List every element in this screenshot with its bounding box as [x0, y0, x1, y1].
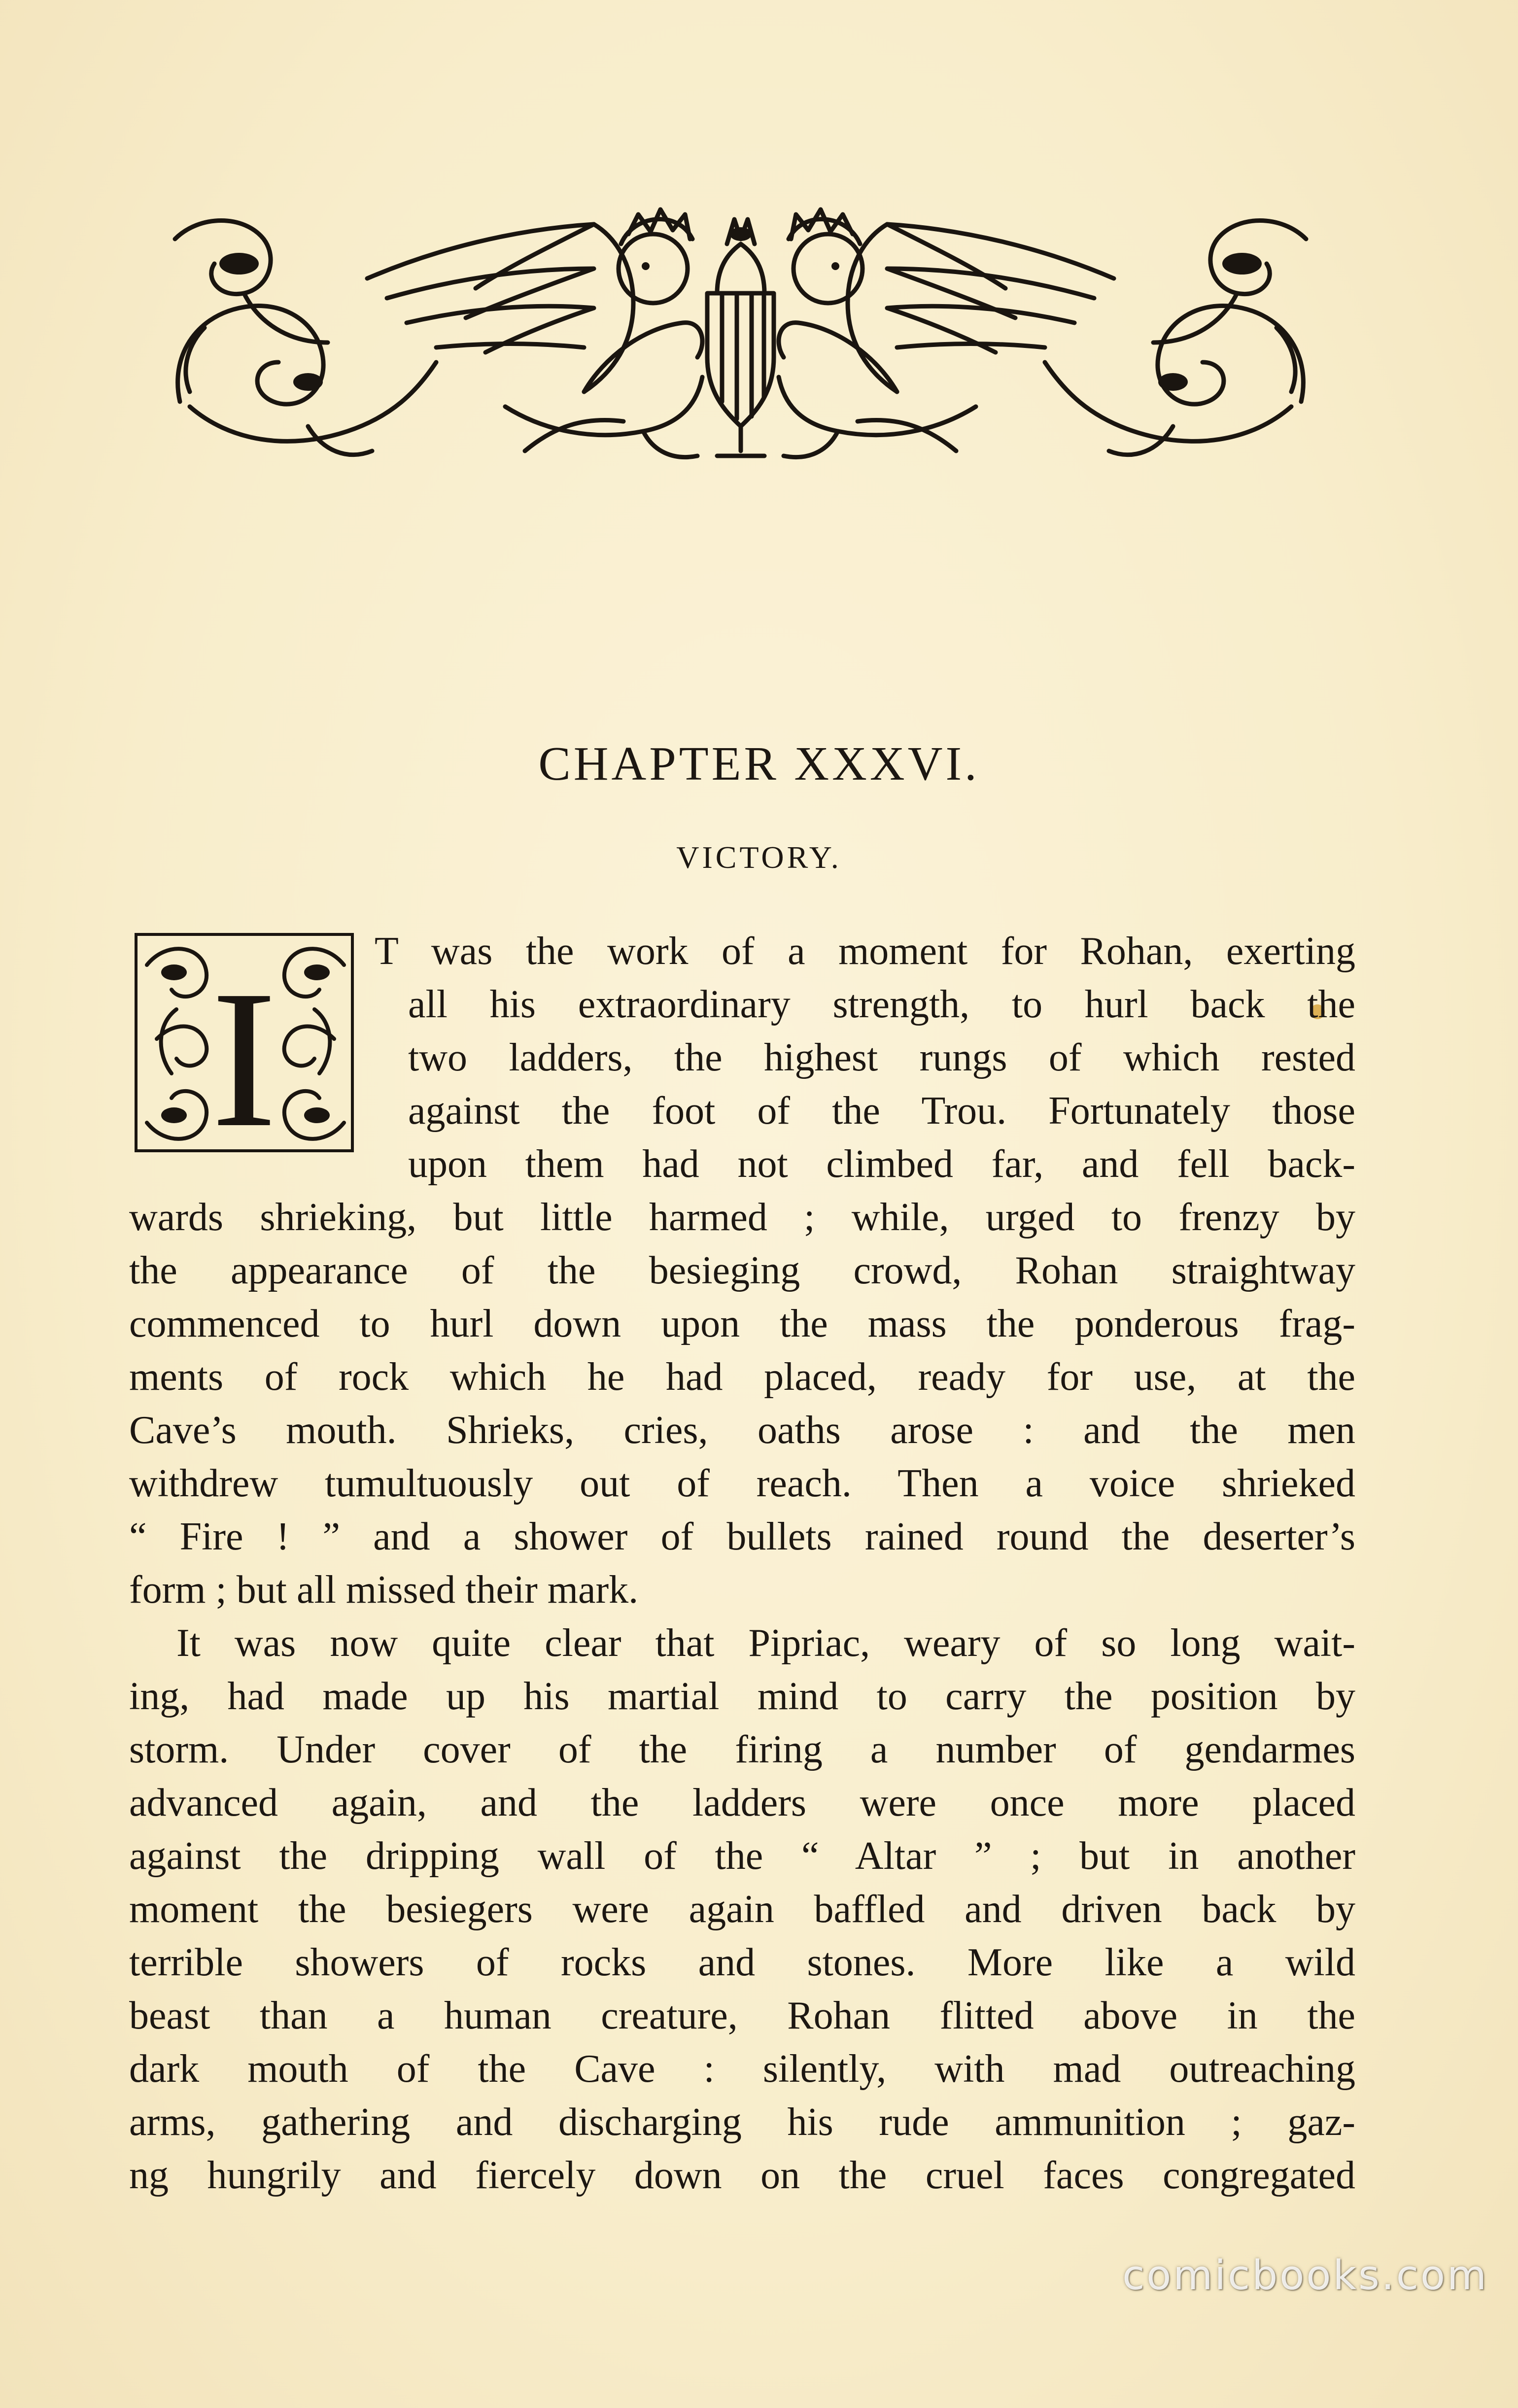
- text-line: commenced to hurl down upon the mass the ponderous frag-: [129, 1302, 1355, 1345]
- text-line: T was the work of a moment for Rohan, exerting: [375, 929, 1355, 973]
- text-line: beast than a human creature, Rohan flitted above in the: [129, 1994, 1355, 2037]
- text-line: Cave’s mouth. Shrieks, cries, oaths arose : and the men: [129, 1409, 1355, 1452]
- text-line: dark mouth of the Cave : silently, with mad outreaching: [129, 2047, 1355, 2091]
- watermark: comicbooks.com: [1122, 2252, 1488, 2299]
- text-line: terrible showers of rocks and stones. More like a wild: [129, 1941, 1355, 1984]
- text-line: It was now quite clear that Pipriac, weary of so long wait-: [176, 1621, 1355, 1665]
- text-line: ing, had made up his martial mind to carry the position by: [129, 1675, 1355, 1718]
- text-line: against the dripping wall of the “ Altar ” ; but in another: [129, 1834, 1355, 1878]
- text-line: wards shrieking, but little harmed ; while, urged to frenzy by: [129, 1196, 1355, 1239]
- text-line: arms, gathering and discharging his rude ammunition ; gaz-: [129, 2100, 1355, 2144]
- chapter-subtitle: VICTORY.: [676, 840, 842, 875]
- text-line: moment the besiegers were again baffled and driven back by: [129, 1888, 1355, 1931]
- text-line: against the foot of the Trou. Fortunately those: [408, 1089, 1355, 1133]
- text-line: upon them had not climbed far, and fell back-: [408, 1142, 1355, 1186]
- text-line: ments of rock which he had placed, ready for use, at the: [129, 1355, 1355, 1399]
- drop-cap-letter: I: [211, 950, 277, 1160]
- text-line: the appearance of the besieging crowd, Rohan straightway: [129, 1249, 1355, 1292]
- chapter-title: CHAPTER XXXVI.: [538, 737, 980, 791]
- text-line: advanced again, and the ladders were once more placed: [129, 1781, 1355, 1824]
- text-line: withdrew tumultuously out of reach. Then a voice shrieked: [129, 1462, 1355, 1505]
- text-line: form ; but all missed their mark.: [129, 1568, 639, 1612]
- ornamental-drop-cap: [127, 926, 361, 1160]
- text-line: storm. Under cover of the firing a number of gendarmes: [129, 1728, 1355, 1771]
- text-line: ng hungrily and fiercely down on the cruel faces congregated: [129, 2154, 1355, 2197]
- text-line: “ Fire ! ” and a shower of bullets rained round the deserter’s: [129, 1515, 1355, 1558]
- ornamental-headpiece: [160, 195, 1321, 471]
- text-line: all his extraordinary strength, to hurl back the: [408, 983, 1355, 1026]
- text-line: two ladders, the highest rungs of which rested: [408, 1036, 1355, 1079]
